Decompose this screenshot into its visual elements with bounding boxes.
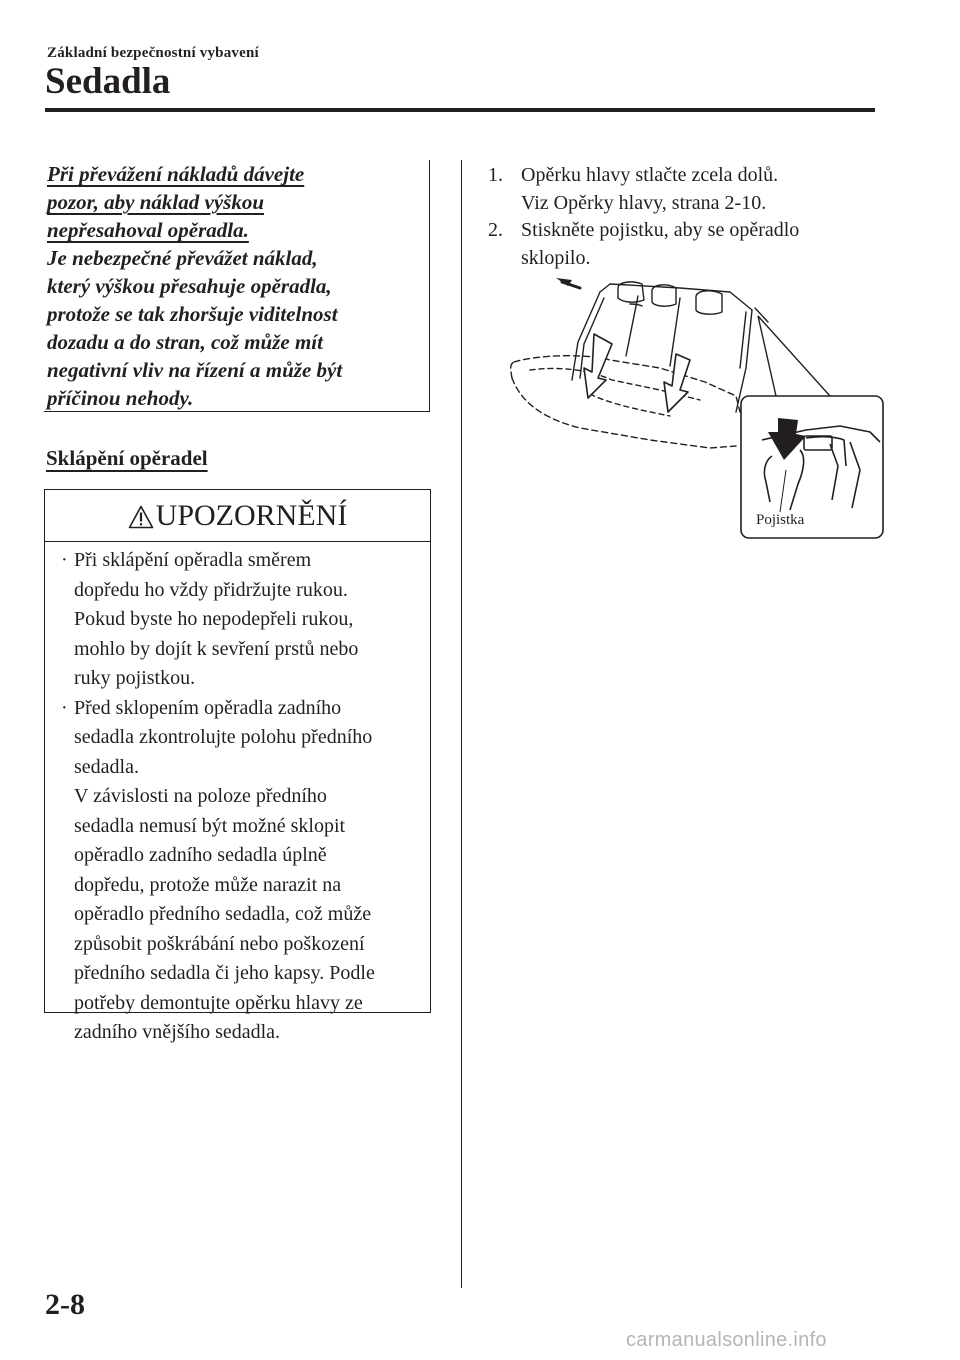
warning-triangle-icon xyxy=(128,505,154,529)
header-rule xyxy=(45,108,875,112)
bullet: · xyxy=(61,549,68,571)
step-number: 1. xyxy=(488,164,503,186)
warning-body-line: Je nebezpečné převážet náklad, xyxy=(47,246,318,270)
step-item xyxy=(488,162,888,217)
caution-list xyxy=(45,546,430,1048)
warning-body-line: protože se tak zhoršuje viditelnost xyxy=(47,302,338,326)
caution-line: V závislosti na poloze předního xyxy=(74,785,327,807)
rear-seat-folding-illustration xyxy=(500,270,890,542)
section-heading: Sklápění opěradel xyxy=(46,446,208,470)
steps-list xyxy=(488,162,888,272)
caution-paragraph xyxy=(74,782,422,1048)
caution-line: Pokud byste ho nepodepřeli rukou, xyxy=(74,608,354,630)
caution-item xyxy=(45,546,430,694)
warning-text xyxy=(47,160,422,412)
caution-line: potřeby demontujte opěrku hlavy ze xyxy=(74,991,363,1014)
caution-header xyxy=(45,496,430,536)
caution-line: opěradlo předního sedadla, což může xyxy=(74,903,372,925)
watermark: carmanualsonline.info xyxy=(626,1329,827,1351)
step-item xyxy=(488,217,888,272)
step-line: Stiskněte pojistku, aby se opěradlo xyxy=(521,219,800,241)
caution-line: opěradlo zadního sedadla úplně xyxy=(74,844,327,866)
running-header: Základní bezpečnostní vybavení xyxy=(47,45,259,61)
warning-body-line: negativní vliv na řízení a může být xyxy=(47,358,343,382)
figure-label: Pojistka xyxy=(756,512,805,528)
caution-rule xyxy=(45,541,430,542)
bullet: · xyxy=(61,696,68,719)
caution-line: Před sklopením opěradla zadního xyxy=(74,696,342,719)
warning-title-line: nepřesahoval opěradla. xyxy=(47,218,249,242)
caution-line: Při sklápění opěradla směrem xyxy=(74,549,312,571)
caution-line: sedadla. xyxy=(74,755,139,778)
caution-line: dopředu, protože může narazit na xyxy=(74,873,342,896)
warning-body-line: příčinou nehody. xyxy=(47,386,194,410)
step-line: Opěrku hlavy stlačte zcela dolů. xyxy=(521,164,779,186)
caution-line: způsobit poškrábání nebo poškození xyxy=(74,932,365,955)
warning-body-line: který výškou přesahuje opěradla, xyxy=(47,274,332,298)
warning-box xyxy=(44,160,430,412)
warning-body-line: dozadu a do stran, což může mít xyxy=(47,330,323,354)
column-divider xyxy=(461,160,462,1288)
caution-item xyxy=(45,694,430,1048)
caution-title: UPOZORNĚNÍ xyxy=(155,499,348,532)
page-title: Sedadla xyxy=(45,61,171,102)
caution-line: zadního vnějšího sedadla. xyxy=(74,1021,281,1043)
caution-paragraph xyxy=(74,694,422,783)
step-number: 2. xyxy=(488,219,503,241)
step-line: sklopilo. xyxy=(521,246,591,269)
caution-line: ruky pojistkou. xyxy=(74,667,196,689)
caution-line: mohlo by dojít k sevření prstů nebo xyxy=(74,637,359,660)
warning-title-line: Při převážení nákladů dávejte xyxy=(47,162,305,186)
step-line: Viz Opěrky hlavy, strana 2-10. xyxy=(521,191,767,214)
page-number: 2-8 xyxy=(45,1288,85,1321)
caution-line: sedadla zkontrolujte polohu předního xyxy=(74,726,373,748)
caution-line: sedadla nemusí být možné sklopit xyxy=(74,814,346,837)
warning-title-line: pozor, aby náklad výškou xyxy=(47,190,265,214)
caution-paragraph xyxy=(74,546,422,694)
caution-line: předního sedadla či jeho kapsy. Podle xyxy=(74,962,375,984)
caution-box xyxy=(44,489,431,1043)
caution-line: dopředu ho vždy přidržujte rukou. xyxy=(74,578,348,601)
